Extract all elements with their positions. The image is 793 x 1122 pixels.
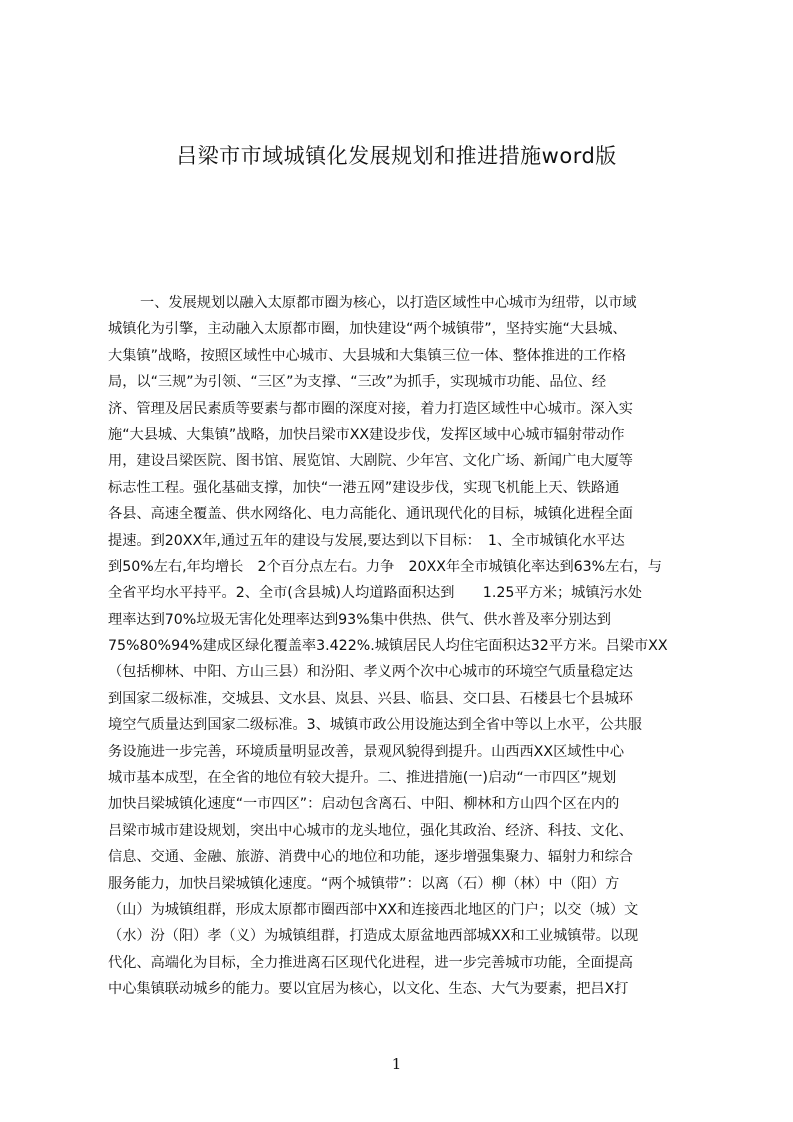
body-line: 服务能力，加快吕梁城镇化速度。“两个城镇带”：以离（石）柳（林）中（阳）方 <box>108 875 620 892</box>
body-line: 用，建设吕梁医院、图书馆、展览馆、大剧院、少年宫、文化广场、新闻广电大厦等 <box>108 453 633 470</box>
body-line: 标志性工程。强化基础支撑，加快“一港五网”建设步伐，实现飞机能上天、铁路通 <box>108 479 620 496</box>
body-line: 务设施进一步完善，环境质量明显改善，景观风貌得到提升。山西西XX区域性中心 <box>108 743 625 760</box>
body-line: 理率达到70%垃圾无害化处理率达到93%集中供热、供气、供水普及率分别达到 <box>108 611 611 628</box>
page-number: 1 <box>391 1055 402 1073</box>
body-line: 境空气质量达到国家二级标准。3、城镇市政公用设施达到全省中等以上水平，公共服 <box>108 717 642 734</box>
body-line: 城镇化为引擎，主动融入太原都市圈，加快建设“两个城镇带”，坚持实施“大县城、 <box>108 321 627 338</box>
document-body <box>108 290 698 1040</box>
body-line: 全省平均水平持平。2、全市(含县城)人均道路面积达到 1.25平方米；城镇污水处 <box>108 585 643 602</box>
body-line: 吕梁市城市建设规划，突出中心城市的龙头地位，强化其政治、经济、科技、文化、 <box>108 822 633 839</box>
body-line: （水）汾（阳）孝（义）为城镇组群，打造成太原盆地西部城XX和工业城镇带。以现 <box>108 928 639 945</box>
body-line: 到国家二级标准，交城县、文水县、岚县、兴县、临县、交口县、石楼县七个县城环 <box>108 690 633 707</box>
body-line: 城市基本成型，在全省的地位有较大提升。二、推进措施(一)启动“一市四区”规划 <box>108 770 617 787</box>
body-line: 信息、交通、金融、旅游、消费中心的地位和功能，逐步增强集聚力、辐射力和综合 <box>108 849 633 866</box>
body-line: （包括柳林、中阳、方山三县）和汾阳、孝义两个次中心城市的环境空气质量稳定达 <box>108 664 633 681</box>
body-line: 局，以“三规”为引领、“三区”为支撑、“三改”为抓手，实现城市功能、品位、经 <box>108 374 607 391</box>
body-line: 代化、高端化为目标，全力推进离石区现代化进程，进一步完善城市功能，全面提高 <box>108 954 633 971</box>
body-line: 加快吕梁城镇化速度“一市四区”：启动包含离石、中阳、柳林和方山四个区在内的 <box>108 796 620 813</box>
body-line: 提速。到20XX年,通过五年的建设与发展,要达到以下目标： 1、全市城镇化水平达 <box>108 532 625 549</box>
body-line: 各县、高速全覆盖、供水网络化、电力高能化、通讯现代化的目标，城镇化进程全面 <box>108 506 633 523</box>
body-line: 中心集镇联动城乡的能力。要以宜居为核心，以文化、生态、大气为要素，把吕X打 <box>108 981 629 998</box>
body-line: 施“大县城、大集镇”战略，加快吕梁市XX建设步伐，发挥区域中心城市辐射带动作 <box>108 426 625 443</box>
body-line: 大集镇”战略，按照区域性中心城市、大县城和大集镇三位一体、整体推进的工作格 <box>108 347 627 364</box>
body-line: 济、管理及居民素质等要素与都市圈的深度对接，着力打造区域性中心城市。深入实 <box>108 400 633 417</box>
body-line: 一、发展规划以融入太原都市圈为核心，以打造区域性中心城市为纽带，以市域 <box>140 295 637 311</box>
body-line: 到50%左右,年均增长 2个百分点左右。力争 20XX年全市城镇化率达到63%左右，与 <box>108 558 662 575</box>
body-line: 75%80%94%建成区绿化覆盖率3.422%.城镇居民人均住宅面积达32平方米。吕梁市XX <box>108 638 668 655</box>
body-line: （山）为城镇组群，形成太原都市圈西部中XX和连接西北地区的门户；以交（城）文 <box>108 901 639 918</box>
document-title: 吕梁市市域城镇化发展规划和推进措施word版 <box>176 144 617 168</box>
